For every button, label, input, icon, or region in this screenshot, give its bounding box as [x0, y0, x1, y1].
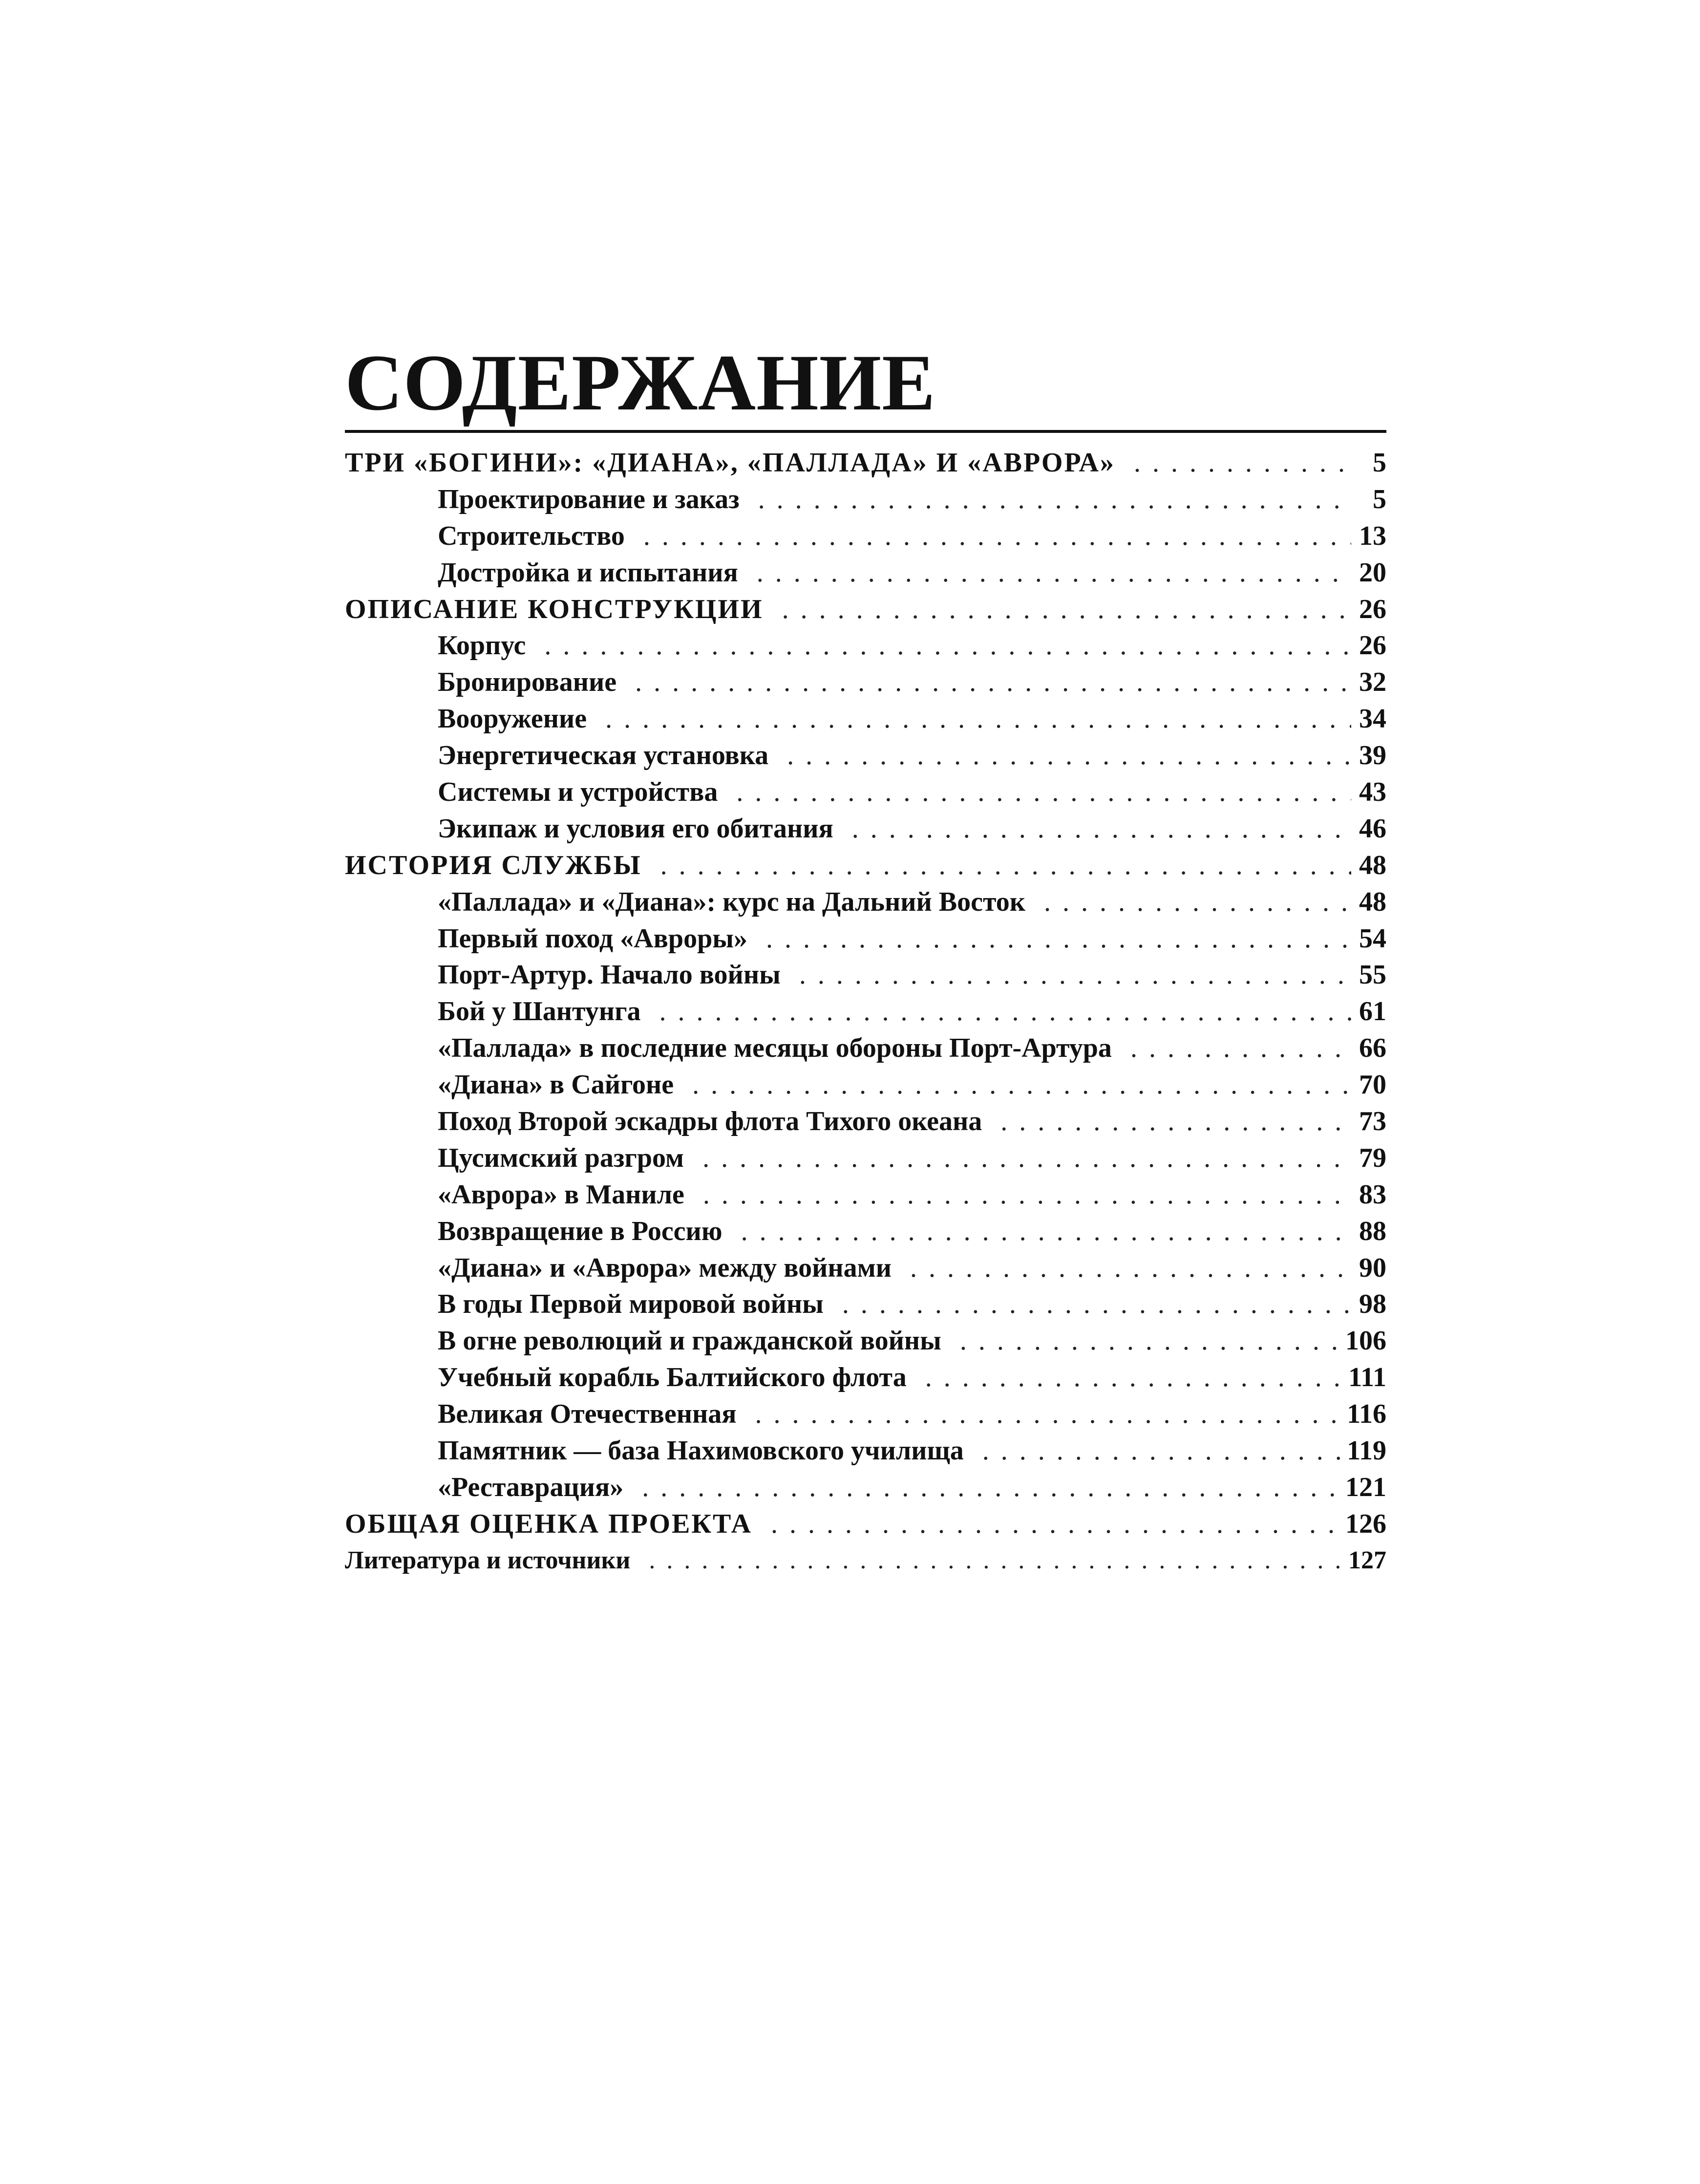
toc-entry-title: Энергетическая установка	[438, 740, 769, 771]
toc-entry-title: «Реставрация»	[438, 1472, 624, 1502]
toc-page-number: 98	[1359, 1289, 1386, 1320]
toc-entry-title: Литература и источники	[345, 1546, 631, 1574]
toc-entry-title: Системы и устройства	[438, 777, 718, 808]
toc-page-number: 26	[1359, 594, 1386, 624]
toc-page-number: 39	[1359, 740, 1386, 771]
toc-entry-title: В годы Первой мировой войны	[438, 1289, 824, 1320]
dot-leader	[736, 774, 1351, 811]
toc-subsection-row	[345, 1433, 1386, 1469]
toc-section-row	[345, 591, 1386, 628]
toc-page-number: 79	[1359, 1142, 1386, 1173]
dot-leader	[741, 1213, 1351, 1250]
toc-entry-title: ИСТОРИЯ СЛУЖБЫ	[345, 850, 642, 880]
toc-page-number: 20	[1359, 557, 1386, 588]
dot-leader	[1044, 884, 1351, 921]
title-underline	[345, 430, 1386, 433]
toc-subsection-row	[345, 627, 1386, 664]
toc-subsection-row	[345, 1067, 1386, 1103]
dot-leader	[1130, 1030, 1351, 1067]
toc-entry-title: Порт-Артур. Начало войны	[438, 960, 781, 990]
toc-entry-title: Вооружение	[438, 704, 587, 734]
toc-page-number: 83	[1359, 1179, 1386, 1210]
toc-page-number: 48	[1359, 850, 1386, 880]
toc-page-number: 43	[1359, 777, 1386, 808]
toc-entry-title: «Диана» и «Аврора» между войнами	[438, 1252, 892, 1283]
toc-entry-title: Первый поход «Авроры»	[438, 923, 747, 954]
dot-leader	[757, 555, 1351, 591]
dot-leader	[692, 1067, 1351, 1103]
toc-section-row	[345, 1506, 1386, 1542]
toc-entry-title: ТРИ «БОГИНИ»: «ДИАНА», «ПАЛЛАДА» И «АВРОРА»	[345, 448, 1115, 478]
toc-subsection-row	[345, 1250, 1386, 1286]
toc-entry-title: Поход Второй эскадры флота Тихого океана	[438, 1106, 982, 1137]
toc-page-number: 46	[1359, 813, 1386, 844]
dot-leader	[643, 518, 1351, 555]
dot-leader	[910, 1250, 1351, 1286]
toc-page-number: 90	[1359, 1252, 1386, 1283]
toc-page-number: 88	[1359, 1216, 1386, 1246]
toc-subsection-row	[345, 555, 1386, 591]
toc-page-number: 48	[1359, 886, 1386, 917]
toc-page-number: 73	[1359, 1106, 1386, 1137]
dot-leader	[642, 1469, 1339, 1506]
toc-appendix-row	[345, 1542, 1386, 1579]
toc-entry-title: Цусимский разгром	[438, 1142, 684, 1173]
toc-page-number: 127	[1348, 1546, 1386, 1574]
toc-page-number: 66	[1359, 1033, 1386, 1064]
toc-page-number: 121	[1345, 1472, 1386, 1502]
dot-leader	[635, 664, 1351, 701]
toc-subsection-row	[345, 921, 1386, 957]
toc-page-number: 116	[1347, 1399, 1386, 1430]
toc-page-number: 61	[1359, 996, 1386, 1027]
toc-entry-title: «Паллада» и «Диана»: курс на Дальний Восток	[438, 886, 1026, 917]
toc-section-row	[345, 847, 1386, 884]
toc-entry-title: Возвращение в Россию	[438, 1216, 722, 1246]
toc-entry-title: В огне революций и гражданской войны	[438, 1326, 941, 1356]
dot-leader	[702, 1140, 1351, 1177]
toc-subsection-row	[345, 1396, 1386, 1433]
dot-leader	[925, 1359, 1342, 1396]
toc-subsection-row	[345, 1030, 1386, 1067]
toc-entry-title: ОБЩАЯ ОЦЕНКА ПРОЕКТА	[345, 1508, 752, 1539]
toc-entry-title: Учебный корабль Балтийского флота	[438, 1362, 907, 1393]
dot-leader	[782, 591, 1351, 628]
toc-subsection-row	[345, 993, 1386, 1030]
toc-subsection-row	[345, 701, 1386, 737]
toc-subsection-row	[345, 481, 1386, 518]
toc-page-number: 70	[1359, 1070, 1386, 1100]
toc-entry-title: ОПИСАНИЕ КОНСТРУКЦИИ	[345, 594, 764, 624]
toc-entry-title: Бронирование	[438, 667, 617, 698]
table-of-contents	[345, 339, 1386, 1579]
toc-page-number: 111	[1348, 1362, 1386, 1393]
toc-subsection-row	[345, 1103, 1386, 1140]
toc-subsection-row	[345, 664, 1386, 701]
toc-subsection-row	[345, 1177, 1386, 1213]
toc-entry-title: Достройка и испытания	[438, 557, 738, 588]
dot-leader	[1000, 1103, 1351, 1140]
toc-entry-title: Корпус	[438, 630, 526, 661]
toc-subsection-row	[345, 811, 1386, 847]
dot-leader	[660, 847, 1351, 884]
dot-leader	[852, 811, 1351, 847]
toc-subsection-row	[345, 1213, 1386, 1250]
toc-subsection-row	[345, 1286, 1386, 1323]
dot-leader	[842, 1286, 1351, 1323]
dot-leader	[771, 1506, 1339, 1542]
toc-entry-title: «Диана» в Сайгоне	[438, 1070, 674, 1100]
dot-leader	[960, 1323, 1339, 1359]
toc-subsection-row	[345, 774, 1386, 811]
toc-subsection-row	[345, 1359, 1386, 1396]
toc-page-number: 106	[1345, 1326, 1386, 1356]
toc-list	[345, 445, 1386, 1579]
toc-subsection-row	[345, 957, 1386, 993]
toc-subsection-row	[345, 518, 1386, 555]
toc-page-number: 54	[1359, 923, 1386, 954]
dot-leader	[605, 701, 1351, 737]
dot-leader	[758, 481, 1351, 518]
toc-page-number: 26	[1359, 630, 1386, 661]
dot-leader	[659, 993, 1351, 1030]
toc-entry-title: Великая Отечественная	[438, 1399, 737, 1430]
toc-page-number: 119	[1347, 1435, 1386, 1466]
toc-page-number: 5	[1373, 448, 1386, 478]
toc-subsection-row	[345, 1323, 1386, 1359]
toc-entry-title: Экипаж и условия его обитания	[438, 813, 833, 844]
dot-leader	[649, 1542, 1342, 1579]
dot-leader	[544, 627, 1351, 664]
toc-entry-title: «Паллада» в последние месяцы обороны Порт-Артура	[438, 1033, 1112, 1064]
toc-entry-title: Бой у Шантунга	[438, 996, 641, 1027]
toc-entry-title: Строительство	[438, 520, 625, 551]
dot-leader	[703, 1177, 1351, 1213]
dot-leader	[787, 737, 1351, 774]
toc-page-number: 5	[1373, 484, 1386, 514]
dot-leader	[982, 1433, 1341, 1469]
toc-page-number: 32	[1359, 667, 1386, 698]
toc-subsection-row	[345, 1469, 1386, 1506]
page-title: СОДЕРЖАНИЕ	[345, 339, 936, 427]
toc-page-number: 55	[1359, 960, 1386, 990]
dot-leader	[1134, 445, 1351, 481]
toc-page-number: 126	[1345, 1508, 1386, 1539]
toc-entry-title: «Аврора» в Маниле	[438, 1179, 684, 1210]
toc-entry-title: Памятник — база Нахимовского училища	[438, 1435, 964, 1466]
toc-subsection-row	[345, 884, 1386, 921]
toc-section-row	[345, 445, 1386, 481]
toc-page-number: 34	[1359, 704, 1386, 734]
toc-subsection-row	[345, 737, 1386, 774]
toc-entry-title: Проектирование и заказ	[438, 484, 740, 514]
toc-subsection-row	[345, 1140, 1386, 1177]
dot-leader	[755, 1396, 1341, 1433]
dot-leader	[766, 921, 1351, 957]
toc-page-number: 13	[1359, 520, 1386, 551]
dot-leader	[799, 957, 1351, 993]
